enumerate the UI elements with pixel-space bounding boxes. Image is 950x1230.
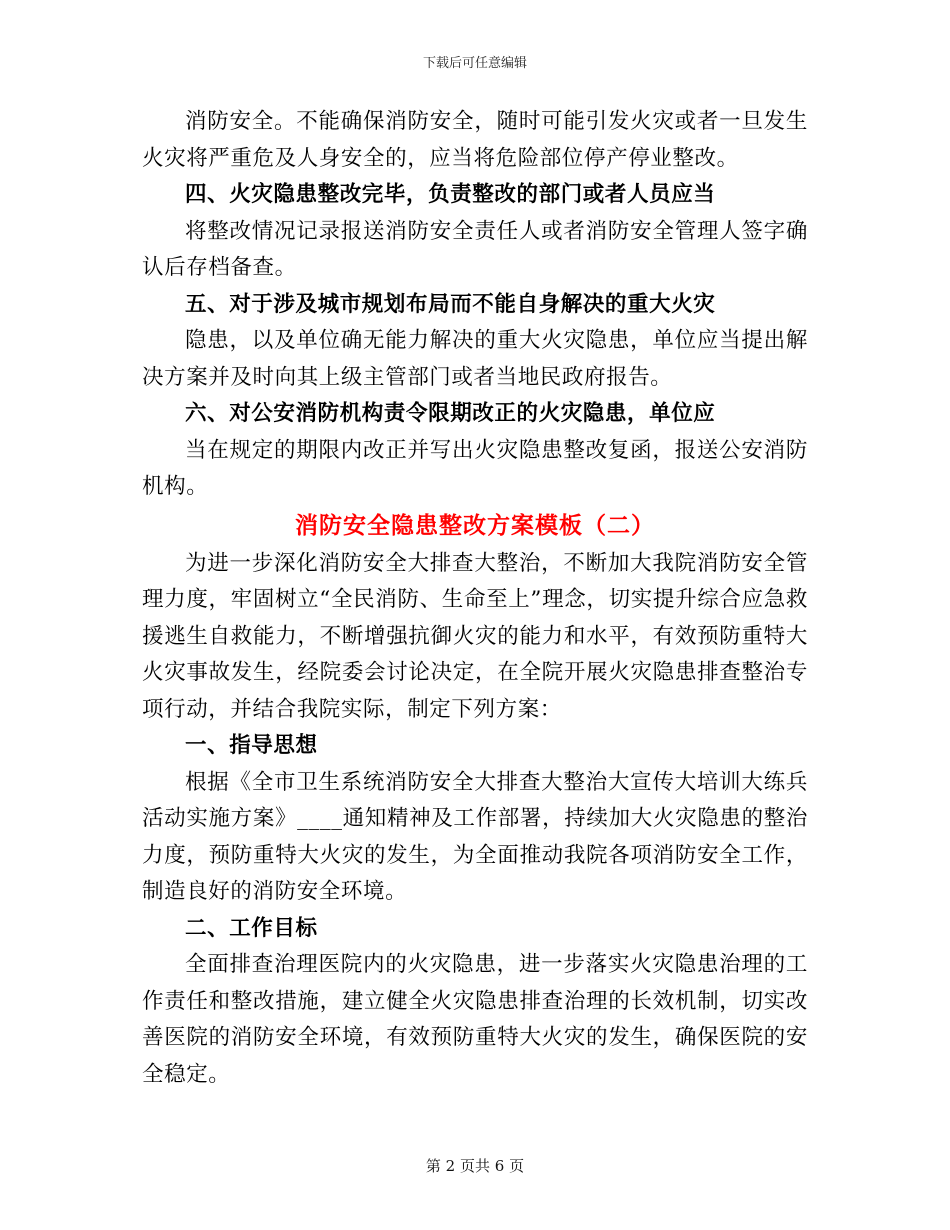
document-body	[142, 104, 808, 1093]
page-number-footer: 第 2 页共 6 页	[425, 1157, 525, 1175]
heading-guiding-ideology: 一、指导思想	[185, 733, 318, 758]
heading-work-goals: 二、工作目标	[185, 915, 318, 941]
guiding-ideology-text: 根据《全市卫生系统消防安全大排查大整治大宣传大培训大练兵活动实施方案》____通知精神及工作部署，持续加大火灾隐患的整治力度，预防重特大火灾的发生，为全面推动我院各项消防安全工作，制造良好的消防安全环境。	[142, 769, 808, 904]
intro-paragraph: 为进一步深化消防安全大排查大整治，不断加大我院消防安全管理力度，牢固树立“全民消防、生命至上”理念，切实提升综合应急救援逃生自救能力，不断增强抗御火灾的能力和水平，有效预防重特大火灾事故发生，经院委会讨论决定，在全院开展火灾隐患排查整治专项行动，并结合我院实际，制定下列方案：	[142, 550, 808, 722]
section-6-heading: 六、对公安消防机构责令限期改正的火灾隐患，单位应	[185, 401, 716, 426]
document-title-2: 消防安全隐患整改方案模板（二）	[295, 511, 655, 539]
section-6-text: 当在规定的期限内改正并写出火灾隐患整改复函，报送公安消防机构。	[142, 437, 808, 499]
work-goals-text: 全面排查治理医院内的火灾隐患，进一步落实火灾隐患治理的工作责任和整改措施，建立健全火灾隐患排查治理的长效机制，切实改善医院的消防安全环境，有效预防重特大火灾的发生，确保医院的安全稳定。	[142, 952, 808, 1087]
section-5-heading: 五、对于涉及城市规划布局而不能自身解决的重大火灾	[185, 291, 716, 317]
section-4-heading: 四、火灾隐患整改完毕，负责整改的部门或者人员应当	[185, 182, 716, 207]
section-5-text: 隐患，以及单位确无能力解决的重大火灾隐患，单位应当提出解决方案并及时向其上级主管部门或者当地民政府报告。	[142, 328, 808, 390]
paragraph-continuation: 消防安全。不能确保消防安全，随时可能引发火灾或者一旦发生火灾将严重危及人身安全的，应当将危险部位停产停业整改。	[142, 109, 808, 171]
page-header-note: 下载后可任意编辑	[422, 56, 527, 71]
section-4-text: 将整改情况记录报送消防安全责任人或者消防安全管理人签字确认后存档备查。	[142, 218, 808, 280]
